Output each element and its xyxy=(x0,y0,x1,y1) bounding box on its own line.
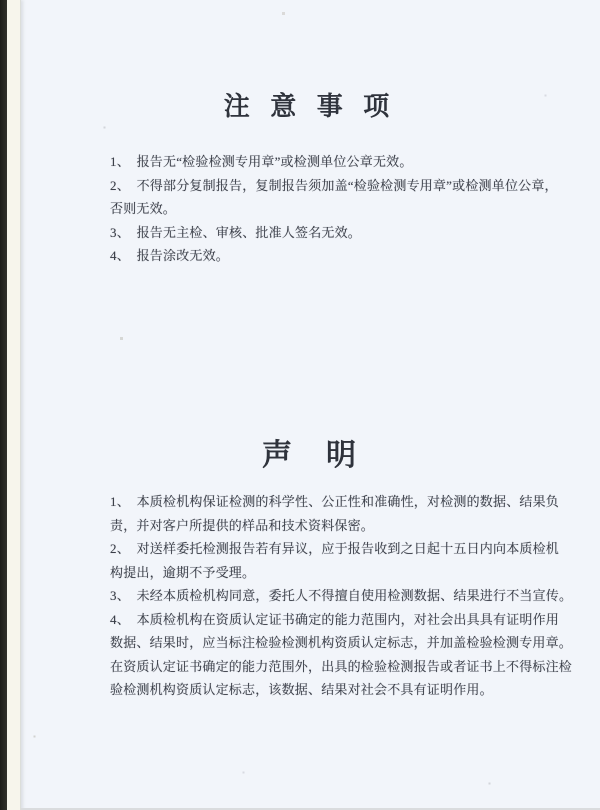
document-sheet xyxy=(20,0,600,810)
text-line: 在资质认定证书确定的能力范围外，出具的检验检测报告或者证书上不得标注检 xyxy=(110,658,573,674)
notice-section-title: 注 意 事 项 xyxy=(223,92,397,121)
text-line: 2、 对送样委托检测报告若有异议，应于报告收到之日起十五日内向本质检机 xyxy=(110,541,560,556)
text-line: 1、 报告无“检验检测专用章”或检测单位公章无效。 xyxy=(110,154,413,169)
statement-section-title: 声 明 xyxy=(262,439,358,472)
text-line: 3、 报告无主检、审核、批准人签名无效。 xyxy=(110,224,362,240)
paper-edge-strip xyxy=(7,0,21,810)
text-line: 4、 报告涂改无效。 xyxy=(110,248,230,263)
text-line: 3、 未经本质检机构同意，委托人不得擅自使用检测数据、结果进行不当宣传。 xyxy=(110,588,573,603)
text-line: 数据、结果时，应当标注检验检测机构资质认定标志，并加盖检验检测专用章。 xyxy=(110,635,573,650)
scanner-edge-strip xyxy=(0,0,7,810)
scan-noise-speckles xyxy=(0,0,1,1)
text-line: 2、 不得部分复制报告，复制报告须加盖“检验检测专用章”或检测单位公章， xyxy=(110,177,558,193)
statement-item-list xyxy=(110,490,580,702)
text-line: 责，并对客户所提供的样品和技术资料保密。 xyxy=(110,517,375,533)
text-line: 构提出，逾期不予受理。 xyxy=(110,564,256,580)
text-line: 4、 本质检机构在资质认定证书确定的能力范围内，对社会出具具有证明作用 xyxy=(110,611,560,627)
text-line: 1、 本质检机构保证检测的科学性、公正性和准确性，对检测的数据、结果负 xyxy=(110,494,560,509)
notice-item-list xyxy=(110,150,580,268)
text-line: 验检测机构资质认定标志，该数据、结果对社会不具有证明作用。 xyxy=(110,682,493,697)
text-line: 否则无效。 xyxy=(110,201,177,216)
